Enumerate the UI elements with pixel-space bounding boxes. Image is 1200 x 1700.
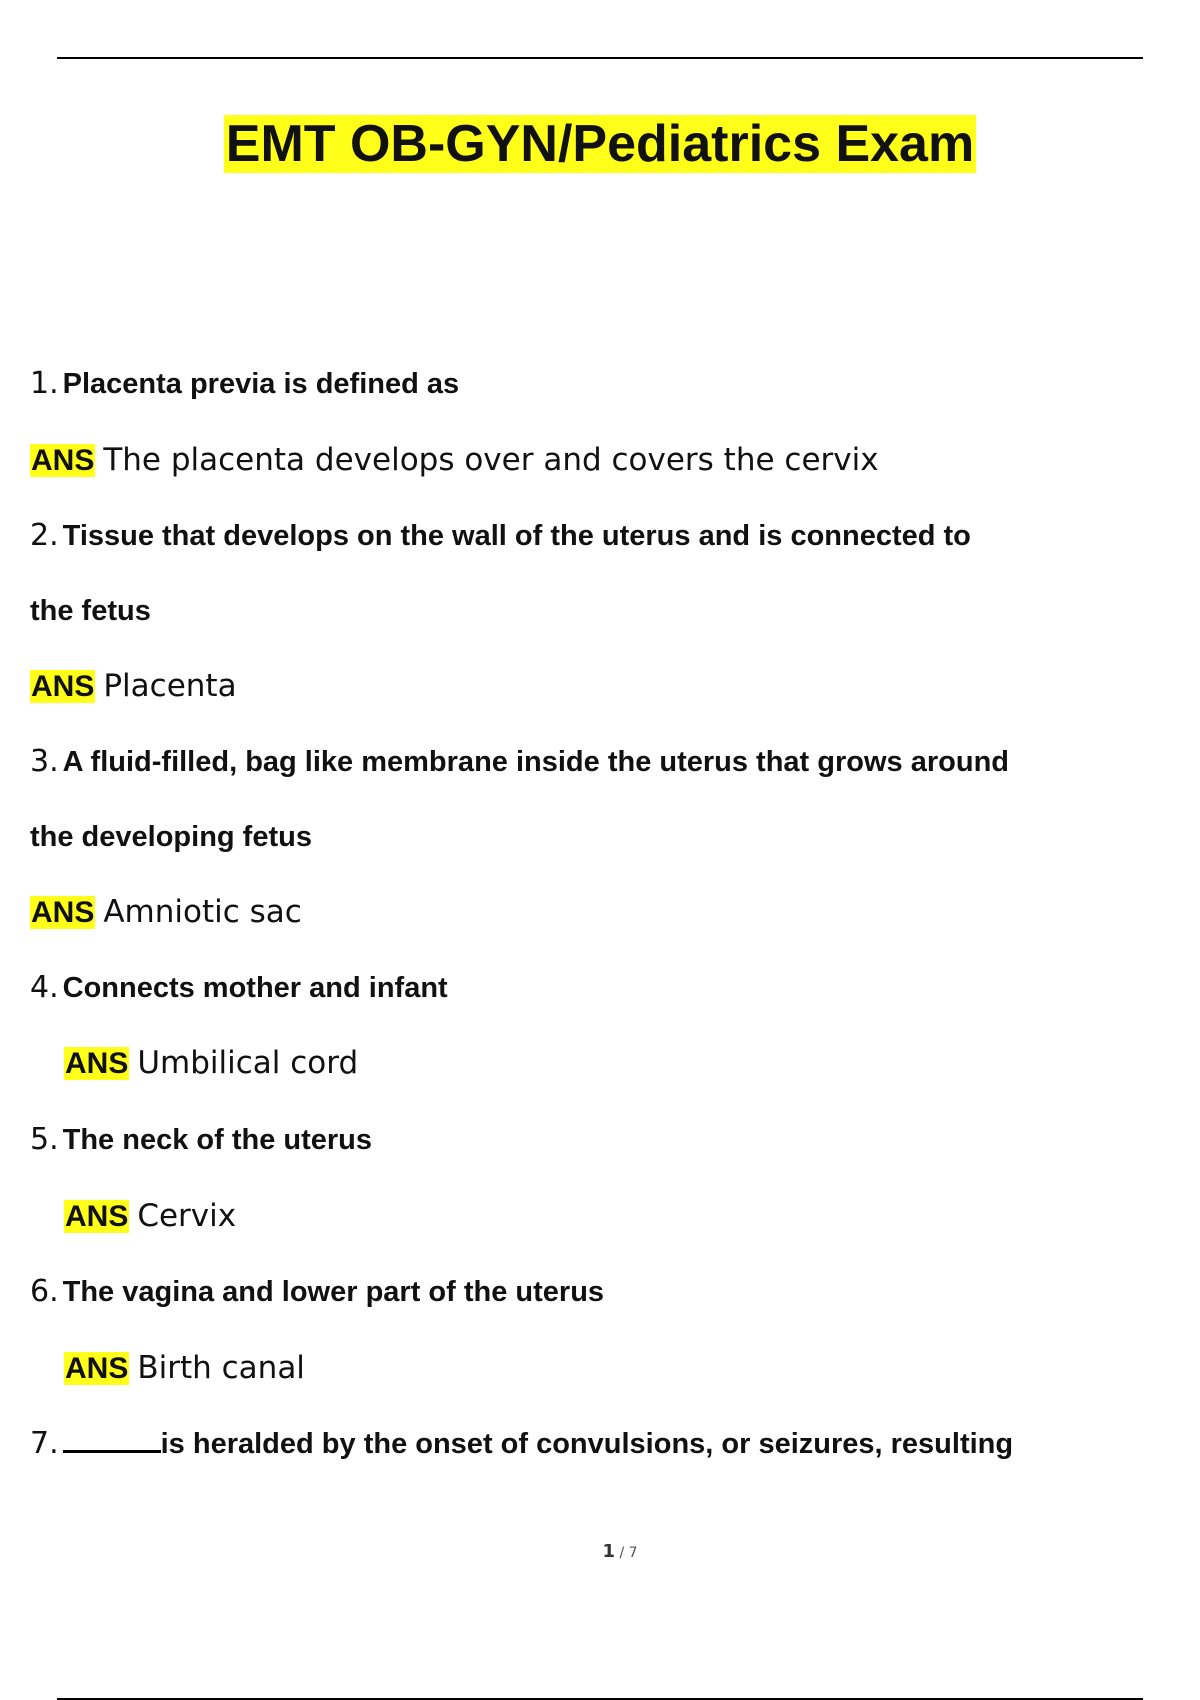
question-number: 1.: [30, 366, 59, 401]
question-text: Placenta previa is defined as: [62, 368, 460, 400]
total-page-count: 7: [628, 1545, 638, 1561]
answer-text: The placenta develops over and covers the cervix: [103, 442, 879, 478]
question-text: The vagina and lower part of the uterus: [62, 1276, 605, 1308]
question-number: 7.: [30, 1426, 59, 1461]
question-3: [30, 742, 1009, 782]
page-indicator: [0, 1541, 1200, 1562]
answer-tag: ANS: [65, 1200, 129, 1233]
answer-text: Amniotic sac: [103, 894, 302, 930]
question-number: 3.: [30, 744, 59, 779]
question-text: Tissue that develops on the wall of the uterus and is connected to: [62, 520, 971, 552]
question-text: A fluid-filled, bag like membrane inside the uterus that grows around: [62, 746, 1010, 778]
answer-5: [64, 1196, 236, 1237]
current-page-number: 1: [602, 1541, 615, 1562]
question-text: the fetus: [30, 595, 151, 627]
question-number: 5.: [30, 1122, 59, 1157]
answer-tag: ANS: [65, 1047, 129, 1080]
question-text: The neck of the uterus: [62, 1124, 373, 1156]
answer-2: [30, 666, 237, 707]
question-text: the developing fetus: [30, 821, 312, 853]
answer-6: [64, 1348, 305, 1389]
question-6: [30, 1272, 604, 1312]
page-separator: /: [619, 1545, 625, 1561]
question-number: 2.: [30, 518, 59, 553]
fill-in-blank: [63, 1426, 161, 1453]
answer-text: Umbilical cord: [137, 1045, 359, 1081]
top-rule: [57, 57, 1143, 59]
question-2-continued: [30, 591, 151, 631]
answer-text: Birth canal: [137, 1350, 305, 1386]
question-1: [30, 364, 459, 404]
answer-text: Cervix: [137, 1198, 237, 1234]
answer-tag: ANS: [31, 444, 95, 477]
question-7: [30, 1424, 1013, 1464]
question-text: Connects mother and infant: [62, 972, 448, 1004]
question-4: [30, 968, 448, 1008]
question-5: [30, 1120, 372, 1160]
question-2: [30, 516, 971, 556]
answer-tag: ANS: [65, 1352, 129, 1385]
answer-1: [30, 440, 879, 481]
answer-3: [30, 892, 302, 933]
answer-tag: ANS: [31, 670, 95, 703]
question-number: 4.: [30, 970, 59, 1005]
answer-tag: ANS: [31, 896, 95, 929]
answer-text: Placenta: [103, 668, 237, 704]
question-3-continued: [30, 817, 312, 857]
question-text: is heralded by the onset of convulsions, or seizures, resulting: [160, 1428, 1014, 1460]
document-title: EMT OB-GYN/Pediatrics Exam: [225, 115, 975, 173]
answer-4: [64, 1043, 358, 1084]
question-number: 6.: [30, 1274, 59, 1309]
